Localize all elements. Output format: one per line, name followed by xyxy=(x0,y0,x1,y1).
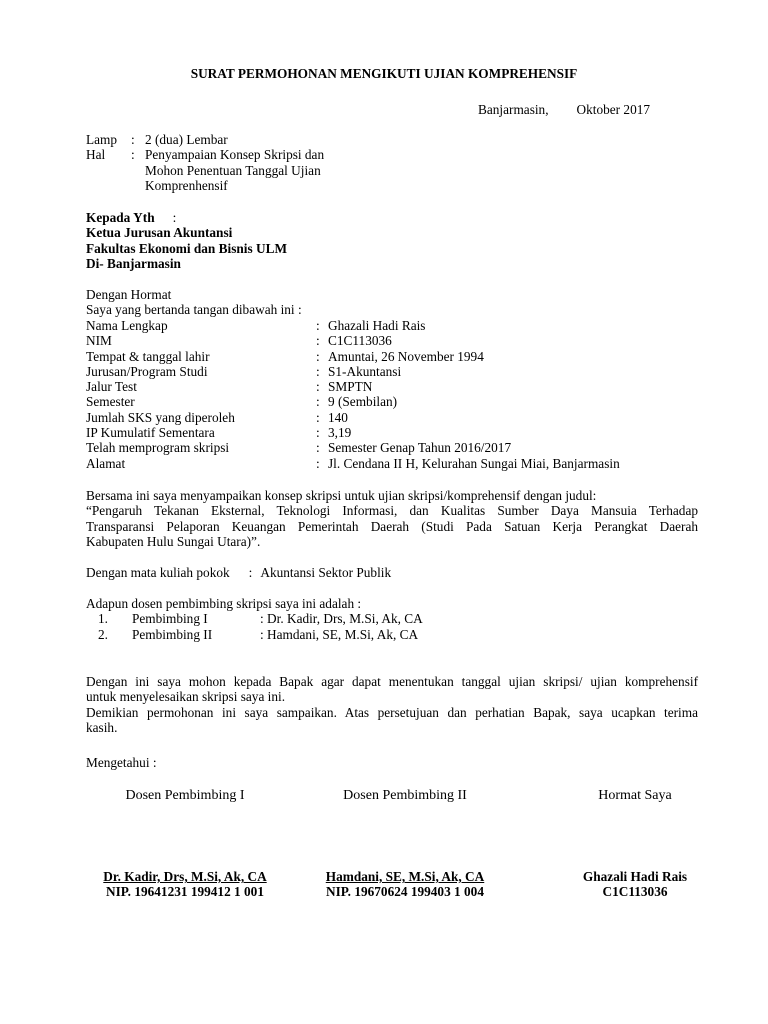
signature-block xyxy=(86,869,284,900)
thesis-paragraph xyxy=(86,488,698,549)
paragraph-line: Transparansi Pelaporan Keuangan Pemerintah Daerah (Studi Pada Satuan Kerja Perangkat Daerah xyxy=(86,518,698,534)
supervisor-row xyxy=(86,627,423,642)
letter-title: SURAT PERMOHONAN MENGIKUTI UJIAN KOMPREHENSIF xyxy=(190,66,578,81)
field-label: Jalur Test xyxy=(86,379,137,395)
field-value: Jl. Cendana II H, Kelurahan Sungai Miai, Banjarmasin xyxy=(328,455,620,471)
field-row xyxy=(86,410,620,425)
field-colon: : xyxy=(316,363,320,379)
supervisor-row xyxy=(86,611,423,626)
signature-role xyxy=(560,787,710,803)
signature-block xyxy=(305,869,505,900)
lamp-value: 2 (dua) Lembar xyxy=(145,132,228,147)
recipient-colon: : xyxy=(172,210,177,225)
field-label: Nama Lengkap xyxy=(86,318,168,333)
supervisor-label: Pembimbing I xyxy=(132,611,208,627)
field-colon: : xyxy=(316,394,320,410)
field-colon: : xyxy=(316,348,320,364)
field-colon: : xyxy=(316,409,320,425)
signature-role xyxy=(305,787,505,803)
greeting-block xyxy=(86,287,302,318)
field-row xyxy=(86,394,620,409)
signatory-id: C1C113036 xyxy=(602,884,668,900)
hal-colon: : xyxy=(131,147,135,163)
lamp-colon: : xyxy=(131,132,135,147)
hal-value xyxy=(145,147,324,193)
field-label: Alamat xyxy=(86,455,126,471)
signatory-name: Dr. Kadir, Drs, M.Si, Ak, CA xyxy=(103,869,267,884)
field-row xyxy=(86,364,620,379)
signature-role xyxy=(86,787,284,803)
supervisor-value: : Dr. Kadir, Drs, M.Si, Ak, CA xyxy=(260,611,423,627)
field-label: Tempat & tanggal lahir xyxy=(86,348,210,364)
field-colon: : xyxy=(316,425,320,441)
applicant-fields xyxy=(86,318,620,471)
signature-role-text: Dosen Pembimbing I xyxy=(125,788,245,803)
field-label: Telah memprogram skripsi xyxy=(86,440,230,456)
signature-block xyxy=(560,869,710,900)
field-label: Jumlah SKS yang diperoleh xyxy=(86,409,235,425)
signatory-id: NIP. 19641231 199412 1 001 xyxy=(106,884,264,900)
supervisors-intro: Adapun dosen pembimbing skripsi saya ini adalah : xyxy=(86,596,362,611)
paragraph-line: “Pengaruh Tekanan Eksternal, Teknologi Informasi, dan Kualitas Sumber Daya Mansuia Terhadap xyxy=(86,503,698,519)
field-value: SMPTN xyxy=(328,379,373,395)
field-row xyxy=(86,333,620,348)
field-row xyxy=(86,379,620,394)
field-row xyxy=(86,318,620,333)
field-label: IP Kumulatif Sementara xyxy=(86,425,215,441)
paragraph-line: kasih. xyxy=(86,719,118,735)
field-value: C1C113036 xyxy=(328,333,392,349)
field-value: 9 (Sembilan) xyxy=(328,394,398,410)
field-colon: : xyxy=(316,318,320,333)
supervisor-number: 1. xyxy=(98,611,108,627)
signatory-name: Ghazali Hadi Rais xyxy=(582,869,688,884)
recipient-faculty: Fakultas Ekonomi dan Bisnis ULM xyxy=(86,240,287,256)
supervisor-number: 2. xyxy=(98,626,108,642)
signature-role-text: Dosen Pembimbing II xyxy=(343,788,467,803)
recipient-location: Di- Banjarmasin xyxy=(86,255,181,271)
recipient-position: Ketua Jurusan Akuntansi xyxy=(86,225,233,241)
main-course xyxy=(86,565,391,580)
hal-label: Hal xyxy=(86,147,106,163)
field-label: Jurusan/Program Studi xyxy=(86,363,208,379)
supervisor-value: : Hamdani, SE, M.Si, Ak, CA xyxy=(260,626,419,642)
field-row xyxy=(86,349,620,364)
field-value: Semester Genap Tahun 2016/2017 xyxy=(328,440,512,456)
recipient-block xyxy=(86,210,287,271)
field-colon: : xyxy=(316,440,320,456)
letter-attachment-subject xyxy=(86,132,324,193)
hal-row xyxy=(86,147,324,193)
paragraph-line: Bersama ini saya menyampaikan konsep skripsi untuk ujian skripsi/komprehensif dengan judul: xyxy=(86,488,597,503)
field-value: 140 xyxy=(328,409,348,425)
field-colon: : xyxy=(316,379,320,395)
field-value: 3,19 xyxy=(328,425,352,441)
intro-text: Saya yang bertanda tangan dibawah ini : xyxy=(86,302,302,318)
lamp-label: Lamp xyxy=(86,132,118,147)
field-label: NIM xyxy=(86,333,112,349)
paragraph-line: Dengan ini saya mohon kepada Bapak agar dapat menentukan tanggal ujian skripsi/ ujian komprehensif xyxy=(86,674,698,689)
field-row xyxy=(86,425,620,440)
hal-line: Mohon Penentuan Tanggal Ujian xyxy=(145,162,321,178)
field-row xyxy=(86,440,620,455)
field-value: Amuntai, 26 November 1994 xyxy=(328,348,484,364)
field-value: Ghazali Hadi Rais xyxy=(328,318,426,333)
field-label: Semester xyxy=(86,394,135,410)
paragraph-line: Kabupaten Hulu Sungai Utara)”. xyxy=(86,533,261,549)
signatory-id: NIP. 19670624 199403 1 004 xyxy=(326,884,484,900)
field-colon: : xyxy=(316,333,320,349)
hal-line: Komprenhensif xyxy=(145,177,228,193)
letter-month: Oktober 2017 xyxy=(576,102,651,117)
main-course-value: Akuntansi Sektor Publik xyxy=(260,565,392,580)
supervisors-block xyxy=(86,596,423,642)
main-course-label: Dengan mata kuliah pokok xyxy=(86,565,230,580)
acknowledged-label: Mengetahui : xyxy=(86,755,157,770)
field-colon: : xyxy=(316,455,320,471)
supervisor-label: Pembimbing II xyxy=(132,626,213,642)
letter-place: Banjarmasin, xyxy=(478,102,549,117)
hal-line: Penyampaian Konsep Skripsi dan xyxy=(145,147,325,163)
field-row xyxy=(86,456,620,471)
field-value: S1-Akuntansi xyxy=(328,363,402,379)
request-paragraph xyxy=(86,674,698,735)
lamp-row xyxy=(86,132,324,147)
paragraph-line: Demikian permohonan ini saya sampaikan. Atas persetujuan dan perhatian Bapak, saya ucapkan terima xyxy=(86,704,698,720)
signatory-name: Hamdani, SE, M.Si, Ak, CA xyxy=(325,869,485,884)
recipient-salutation: Kepada Yth xyxy=(86,210,155,225)
greeting: Dengan Hormat xyxy=(86,287,172,302)
paragraph-line: untuk menyelesaikan skripsi saya ini. xyxy=(86,689,286,705)
letter-date xyxy=(478,102,650,117)
main-course-colon: : xyxy=(248,565,253,580)
signature-role-text: Hormat Saya xyxy=(598,788,672,803)
